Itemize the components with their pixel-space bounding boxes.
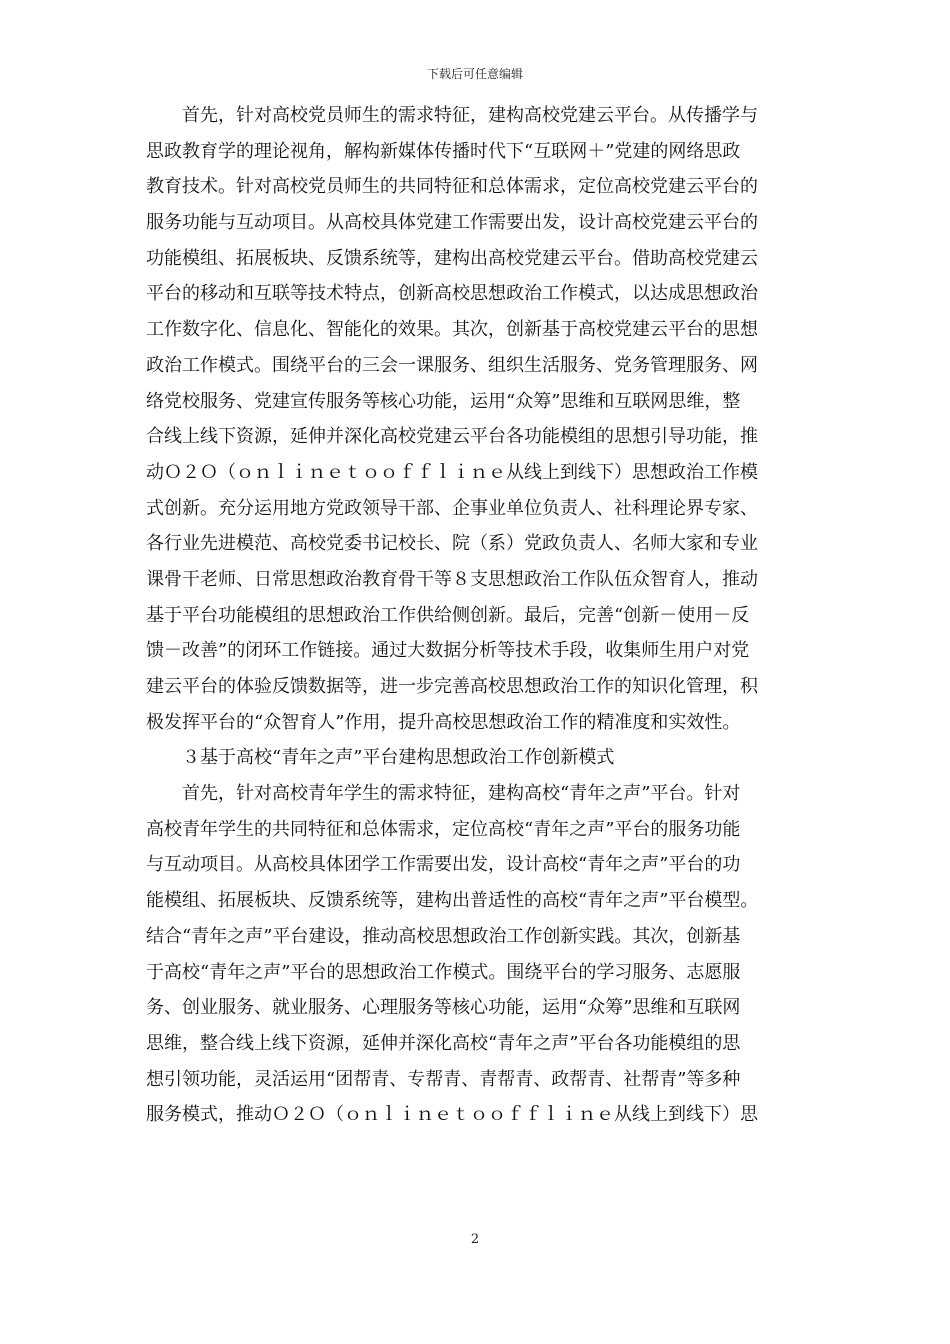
body-line: 高校青年学生的共同特征和总体需求，定位高校“青年之声”平台的服务功能 [146, 818, 741, 840]
body-line: 合线上线下资源，延伸并深化高校党建云平台各功能模组的思想引导功能，推 [146, 426, 758, 448]
body-line: 首先，针对高校青年学生的需求特征，建构高校“青年之声”平台。针对 [146, 783, 741, 805]
body-line: 基于平台功能模组的思想政治工作供给侧创新。最后，完善“创新－使用－反 [146, 604, 750, 626]
section-heading: ３基于高校“青年之声”平台建构思想政治工作创新模式 [146, 747, 615, 769]
body-line: 教育技术。针对高校党员师生的共同特征和总体需求，定位高校党建云平台的 [146, 176, 758, 198]
body-line: 思维，整合线上线下资源，延伸并深化高校“青年之声”平台各功能模组的思 [146, 1032, 741, 1054]
body-line: 与互动项目。从高校具体团学工作需要出发，设计高校“青年之声”平台的功 [146, 854, 741, 876]
body-line: 于高校“青年之声”平台的思想政治工作模式。围绕平台的学习服务、志愿服 [146, 961, 741, 983]
page-header: 下载后可任意编辑 [426, 67, 523, 81]
body-line: 动Ｏ２Ｏ（ｏｎｌｉｎｅｔｏｏｆｆｌｉｎｅ从线上到线下）思想政治工作模 [146, 461, 758, 483]
body-line: 络党校服务、党建宣传服务等核心功能，运用“众筹”思维和互联网思维，整 [146, 390, 741, 412]
body-line: 平台的移动和互联等技术特点，创新高校思想政治工作模式，以达成思想政治 [146, 283, 758, 305]
body-line: 馈－改善”的闭环工作链接。通过大数据分析等技术手段，收集师生用户对党 [146, 640, 750, 662]
body-line: 式创新。充分运用地方党政领导干部、企事业单位负责人、社科理论界专家、 [146, 497, 758, 519]
body-line: 结合“青年之声”平台建设，推动高校思想政治工作创新实践。其次，创新基 [146, 925, 741, 947]
body-line: 务、创业服务、就业服务、心理服务等核心功能，运用“众筹”思维和互联网 [146, 997, 741, 1019]
body-line: 想引领功能，灵活运用“团帮青、专帮青、青帮青、政帮青、社帮青”等多种 [146, 1068, 741, 1090]
body-line: 工作数字化、信息化、智能化的效果。其次，创新基于高校党建云平台的思想 [146, 319, 758, 341]
page-number: 2 [470, 1232, 480, 1247]
document-body [146, 98, 808, 1133]
body-line: 服务功能与互动项目。从高校具体党建工作需要出发，设计高校党建云平台的 [146, 212, 758, 234]
body-line: 首先，针对高校党员师生的需求特征，建构高校党建云平台。从传播学与 [146, 105, 758, 126]
body-line: 能模组、拓展板块、反馈系统等，建构出普适性的高校“青年之声”平台模型。 [146, 890, 759, 912]
body-line: 各行业先进模范、高校党委书记校长、院（系）党政负责人、名师大家和专业 [146, 533, 758, 555]
body-line: 政治工作模式。围绕平台的三会一课服务、组织生活服务、党务管理服务、网 [146, 354, 758, 376]
body-line: 思政教育学的理论视角，解构新媒体传播时代下“互联网＋”党建的网络思政 [146, 140, 741, 162]
body-line: 建云平台的体验反馈数据等，进一步完善高校思想政治工作的知识化管理，积 [146, 676, 758, 697]
body-line: 服务模式，推动Ｏ２Ｏ（ｏｎｌｉｎｅｔｏｏｆｆｌｉｎｅ从线上到线下）思 [146, 1104, 758, 1126]
body-line: 功能模组、拓展板块、反馈系统等，建构出高校党建云平台。借助高校党建云 [146, 247, 758, 269]
body-line: 极发挥平台的“众智育人”作用，提升高校思想政治工作的精准度和实效性。 [146, 711, 741, 733]
body-line: 课骨干老师、日常思想政治教育骨干等８支思想政治工作队伍众智育人，推动 [146, 568, 758, 590]
